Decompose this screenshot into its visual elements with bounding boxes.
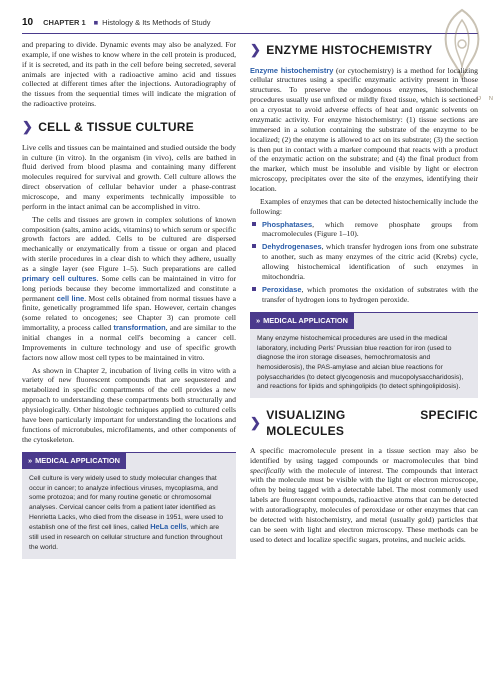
paragraph: Live cells and tissues can be maintained and studied outside the body in culture (in vitro). In the organism (in vivo), cells are bathed in fluid derived from blood plasma and containing many different molecules required for survival and growth. Cell culture allows the direct observation of cellular behavior under a phase-contrast microscope, and many experiments technically impossible to perform in the intact animal can be accomplished in vitro. [22, 142, 236, 211]
box-heading: » MEDICAL APPLICATION [22, 453, 126, 468]
section-title: CELL & TISSUE CULTURE [38, 119, 195, 134]
double-chevron-icon: » [28, 456, 33, 466]
paragraph: Examples of enzymes that can be detected histochemically include the following: [250, 196, 478, 216]
enzyme-list [250, 220, 478, 305]
medical-application-box [250, 312, 478, 398]
section-heading-enzyme-histochemistry [250, 42, 478, 59]
key-term: transformation [113, 323, 166, 333]
box-text: Many enzyme histochemical procedures are used in the medical laboratory, including Perls' Prussian blue reaction for iron (used to diagnose the iron storage diseases, hemochromatosis and hemosiderosis), the PAS-amylase and alcian blue reactions for polysaccharides (to detect glycogenosis and mucopolysaccharidosis), and reactions for lipids and sphingolipids (to detect sphingolipidosis). [257, 334, 464, 391]
chevron-right-icon: ❯ [250, 42, 262, 57]
section-heading-cell-culture [22, 119, 236, 136]
key-term: Enzyme histochemistry [250, 65, 334, 75]
key-term: HeLa cells [150, 522, 187, 532]
section-heading-visualizing-molecules [250, 408, 478, 439]
header-rule [22, 33, 478, 34]
list-item: Dehydrogenases, which transfer hydrogen ions from one substrate to another, such as many enzymes of the citric acid (Krebs) cycle, allowing histochemical identification of such enzymes in mitochondria. [250, 242, 478, 281]
paragraph: A specific macromolecule present in a tissue section may also be identified by using tagged compounds or macromolecules that bind specifically with the molecule of interest. The compounds that interact with the molecule must be visible with the light or electron microscope, often by being tagged with a detectable label. The most commonly used labels are fluorescent compounds, radioactive atoms that can be detected with autoradiography, molecules of peroxidase or other enzymes that can be detected with histochemistry, and metal (usually gold) particles that can be seen with light and electron microscopy. These methods can be used to detect and localize specific sugars, proteins, and nucleic acids. [250, 445, 478, 544]
key-term: cell line [56, 293, 85, 303]
chevron-right-icon: ❯ [250, 415, 262, 431]
page-number: 10 [22, 16, 34, 28]
running-header [22, 14, 478, 30]
watermark-text: O N [476, 96, 496, 102]
double-chevron-icon: » [256, 316, 261, 326]
chapter-label: CHAPTER 1 [43, 17, 86, 27]
header-separator: ■ [93, 17, 99, 27]
box-text: Cell culture is very widely used to study molecular changes that occur in cancer; to analyze infectious viruses, mycoplasma, and some protozoa; and for many routine genetic or chromosomal analyses. Cervical cancer cells from a patient later identified as Henrietta Lacks, who died from the disease in 1951, were used to establish one of the first cell lines, called HeLa cells, which are still used in research on cellular structure and function throughout the world. [29, 474, 224, 551]
paragraph: As shown in Chapter 2, incubation of living cells in vitro with a variety of new fluorescent compounds that are sequestered and metabolized in specific compartments of the cell provides a new approach to understanding these compartments both structurally and physiologically. Other histologic techniques applied to cultured cells have been particularly important for understanding the locations and functions of microtubules, microfilaments, and other components of the cytoskeleton. [22, 365, 236, 444]
section-title: VISUALIZING SPECIFIC MOLECULES [266, 408, 478, 438]
paragraph: The cells and tissues are grown in complex solutions of known composition (salts, amino acids, vitamins) to which serum or specific growth factors are added. Cells to be cultured are dispersed mechanically or enzymatically from a tissue or organ and placed with sterile procedures in a clear dish to which they adhere, usually as a single layer (see Figure 1–5). Such preparations are called primary cell cultures. Some cells can be maintained in vitro for long periods because they become immortalized and constitute a permanent cell line. Most cells obtained from normal tissues have a finite, genetically programmed life span. However, certain changes (some related to oncogenes; see Chapter 3) can promote cell immortality, a process called transformation, and are similar to the initial changes in a normal cell's becoming a cancer cell. Improvements in culture technology and use of specific growth factors now allow most cell types to be maintained in vitro. [22, 214, 236, 362]
section-title: ENZYME HISTOCHEMISTRY [266, 42, 433, 57]
bullet-square-icon [252, 244, 256, 248]
medical-application-box [22, 452, 236, 558]
bullet-square-icon [252, 222, 256, 226]
list-item: Phosphatases, which remove phosphate groups from macromolecules (Figure 1–10). [250, 220, 478, 240]
left-column [22, 40, 236, 565]
key-term: primary cell cultures [22, 273, 97, 283]
box-heading: » MEDICAL APPLICATION [250, 313, 354, 328]
paragraph: Enzyme histochemistry (or cytochemistry) is a method for localizing cellular structures using a specific enzymatic activity present in those structures. To preserve the endogenous enzymes, histochemical procedures usually use unfixed or mildly fixed tissue, which is sectioned on a cryostat to avoid adverse effects of heat and organic solvents on enzymatic activity. For enzyme histochemistry: (1) tissue sections are immersed in a solution containing the substrate of the enzyme to be localized; (2) the enzyme is allowed to act on its substrate; (3) the section is then put in contact with a marker compound that reacts with a product of the enzymatic action on the substrate; and (4) the final product from the marker, which must be insoluble and visible by light or electron microscopy, precipitates over the site of the enzymes, identifying their location. [250, 65, 478, 193]
chevron-right-icon: ❯ [22, 119, 34, 135]
right-column [250, 40, 478, 547]
bullet-square-icon [252, 287, 256, 291]
intro-paragraph: and preparing to divide. Dynamic events may also be analyzed. For example, if one wishes to know where in the cell protein is produced, if it is secreted, and its path in the cell before being secreted, several animals are injected with a radioactive amino acid and tissues collected at different times after the injections. Autoradiography of the tissues from the sequential times will indicate the migration of the radioactive proteins. [22, 40, 236, 109]
running-title: Histology & Its Methods of Study [102, 17, 211, 27]
list-item: Peroxidase, which promotes the oxidation of substrates with the transfer of hydrogen ions to hydrogen peroxide. [250, 285, 478, 305]
